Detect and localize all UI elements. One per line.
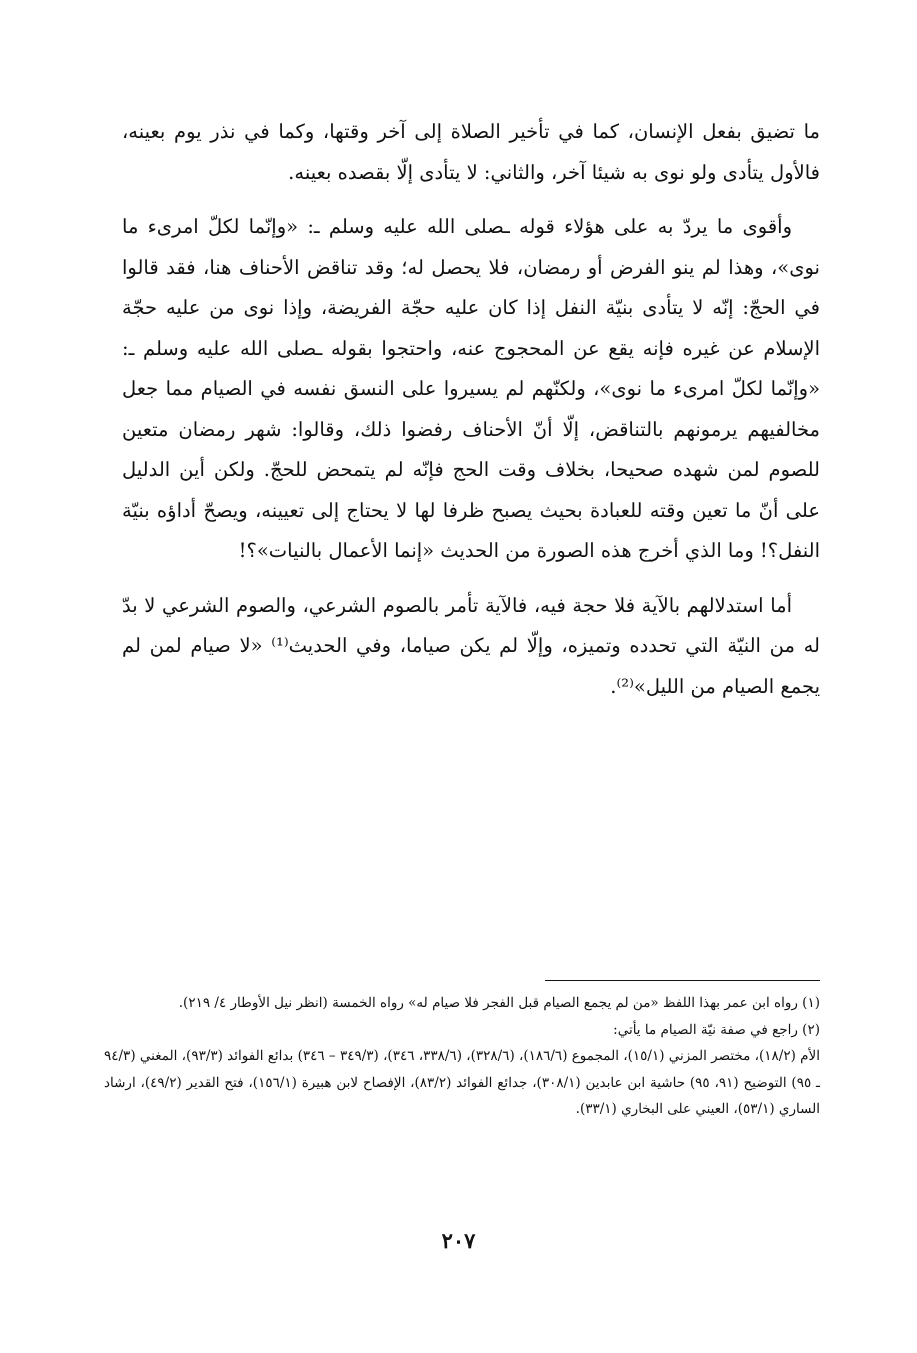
footnote-2: (٢) راجع في صفة نيّة الصيام ما يأتي: [613, 1021, 820, 1038]
paragraph-3: أما استدلالهم بالآية فلا حجة فيه، فالآية تأمر بالصوم الشرعي، والصوم الشرعي لا بدّ له من النيّة التي تحدده وتميزه، وإلّا لم يكن صياما، وفي الحديث⁽¹⁾ «لا صيام لمن لم يجمع الصيام من الليل»⁽²⁾. [122, 593, 820, 698]
paragraph-2: وأقوى ما يردّ به على هؤلاء قوله ـصلى الله عليه وسلم ـ: «وإنّما لكلّ امرىء ما نوى»، وهذا لم ينو الفرض أو رمضان، فلا يحصل له؛ وقد تناقض الأحناف هنا، فقد قالوا في الحجّ: إنّه لا يتأدى بنيّة النفل إذا كان عليه حجّة الفريضة، وإذا نوى من عليه حجّة الإسلام عن غيره فإنه يقع عن المحجوج عنه، واحتجوا بقوله ـصلى الله عليه وسلم ـ: «وإنّما لكلّ امرىء ما نوى»، ولكنّهم لم يسيروا على النسق نفسه في الصيام مما جعل مخالفيهم يرمونهم بالتناقض، إلّا أنّ الأحناف رفضوا ذلك، وقالوا: شهر رمضان متعين للصوم لمن شهده صحيحا، بخلاف وقت الحج فإنّه لم يتمحض للحجّ. ولكن أين الدليل على أنّ ما تعين وقته للعبادة بحيث يصبح ظرفا لها لا يحتاج إلى تعيينه، ويصحّ أداؤه بنيّة النفل؟! وما الذي أخرج هذه الصورة من الحديث «إنما الأعمال بالنيات»؟! [122, 215, 820, 562]
footnote-2-references: الأم (١٨/٢)، مختصر المزني (١٥/١)، المجموع (١٨٦/٦)، (٣٢٨/٦)، (٣٣٨/٦، ٣٤٦)، (٣٤٩/٣ – ٣٤٦) بدائع الفوائد (٩٣/٣)، المغني (٩٤/٣ ـ ٩٥) التوضيح (٩١، ٩٥) حاشية ابن عابدين (٣٠٨/١)، جدائع الفوائد (٨٣/٢)، الإفصاح لابن هبيرة (١٥٦/١)، فتح القدير (٤٩/٢)، ارشاد الساري (٥٣/١)، العيني على البخاري (٣٣/١). [104, 1048, 820, 1117]
footnotes [104, 990, 820, 1123]
footnote-1: (١) رواه ابن عمر بهذا اللفظ «من لم يجمع الصيام قبل الفجر فلا صيام له» رواه الخمسة (انظر نيل الأوطار ٤/ ٢١٩). [178, 995, 820, 1011]
main-text [122, 112, 820, 707]
page-number: ٢٠٧ [441, 1228, 476, 1253]
paragraph-1: ما تضيق بفعل الإنسان، كما في تأخير الصلاة إلى آخر وقتها، وكما في نذر يوم بعينه، فالأول يتأدى ولو نوى به شيئا آخر، والثاني: لا يتأدى إلّا بقصده بعينه. [122, 120, 820, 184]
footnote-separator [545, 980, 820, 981]
